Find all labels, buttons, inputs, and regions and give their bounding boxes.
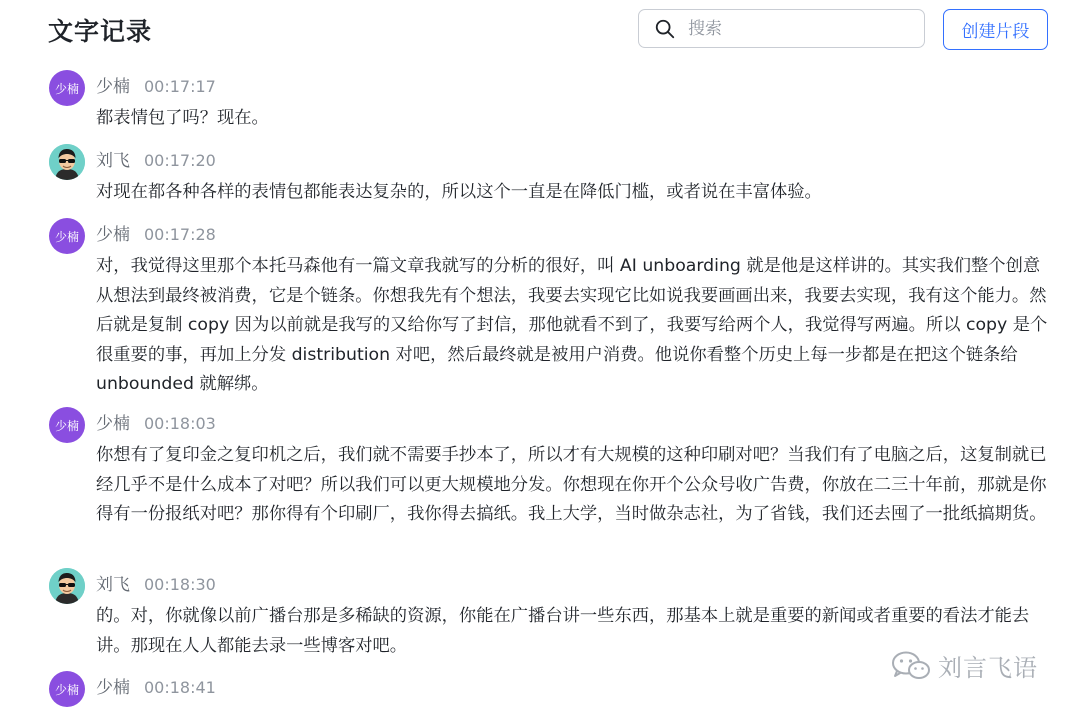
entry-meta: [96, 673, 216, 698]
speaker-name: 少楠: [96, 414, 130, 434]
timestamp[interactable]: 00:18:03: [144, 414, 216, 433]
speaker-name: 刘飞: [96, 575, 130, 595]
entry-meta: [96, 570, 216, 595]
search-input[interactable]: [686, 18, 910, 40]
avatar-label: 少楠: [54, 418, 79, 433]
entry-text: 都表情包了吗？现在。: [96, 108, 269, 128]
watermark: [890, 648, 1038, 683]
user-avatar-icon: [49, 568, 85, 604]
avatar-label: 少楠: [54, 81, 79, 96]
avatar[interactable]: [49, 671, 85, 707]
speaker-name: 刘飞: [96, 151, 130, 171]
entry-meta: [96, 72, 216, 97]
avatar-label: 少楠: [54, 229, 79, 244]
avatar[interactable]: [49, 218, 85, 254]
timestamp[interactable]: 00:17:20: [144, 151, 216, 170]
wechat-icon: [890, 650, 932, 682]
entry-meta: [96, 409, 216, 434]
timestamp[interactable]: 00:17:17: [144, 77, 216, 96]
avatar-label: 少楠: [54, 682, 79, 697]
avatar[interactable]: [49, 568, 85, 604]
avatar[interactable]: [49, 144, 85, 180]
search-icon: [654, 18, 676, 40]
timestamp[interactable]: 00:17:28: [144, 225, 216, 244]
search-box[interactable]: [638, 9, 925, 48]
timestamp[interactable]: 00:18:30: [144, 575, 216, 594]
entry-text: 对现在都各种各样的表情包都能表达复杂的，所以这个一直是在降低门槛，或者说在丰富体验。: [96, 182, 822, 202]
avatar[interactable]: [49, 407, 85, 443]
avatar[interactable]: [49, 70, 85, 106]
entry-text: 的。对，你就像以前广播台那是多稀缺的资源，你能在广播台讲一些东西，那基本上就是重要的新闻或者重要的看法才能去讲。那现在人人都能去录一些博客对吧。: [96, 606, 1030, 656]
entry-meta: [96, 220, 216, 245]
user-avatar-icon: [49, 144, 85, 180]
speaker-name: 少楠: [96, 225, 130, 245]
speaker-name: 少楠: [96, 678, 130, 698]
speaker-name: 少楠: [96, 77, 130, 97]
page-title: 文字记录: [48, 17, 153, 46]
header: [0, 0, 1080, 62]
create-clip-button[interactable]: 创建片段: [943, 9, 1048, 50]
entry-text: 对，我觉得这里那个本托马森他有一篇文章我就写的分析的很好，叫 AI unboarding 就是他是这样讲的。其实我们整个创意从想法到最终被消费，它是个链条。你想我先有个想法，我要去实现它比如说我要画画出来，我要去实现，我有这个能力。然后就是复制 copy 因为以前就是我写的又给你写了封信，那他就看不到了，我要写给两个人，我觉得写两遍。所以 copy 是个很重要的事，再加上分发 distribution 对吧，然后最终就是被用户消费。他说你看整个历史上每一步都是在把这个链条给 unbounded 就解绑。: [96, 256, 1048, 394]
watermark-text: 刘言飞语: [938, 654, 1038, 682]
entry-text: 你想有了复印金之复印机之后，我们就不需要手抄本了，所以才有大规模的这种印刷对吧？当我们有了电脑之后，这复制就已经几乎不是什么成本了对吧？所以我们可以更大规模地分发。你想现在你开个公众号收广告费，你放在二三十年前，那就是你得有一份报纸对吧？那你得有个印刷厂，我你得去搞纸。我上大学，当时做杂志社，为了省钱，我们还去囤了一批纸搞期货。: [96, 445, 1047, 524]
entry-meta: [96, 146, 216, 171]
timestamp[interactable]: 00:18:41: [144, 678, 216, 697]
